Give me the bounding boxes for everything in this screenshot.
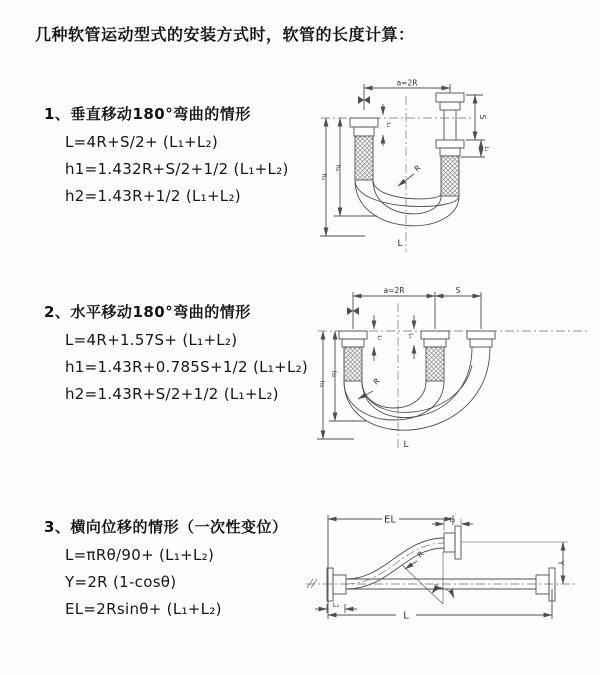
formula-line: h2=1.43R+S/2+1/2 (L₁+L₂)	[65, 385, 279, 403]
dim-label-y: Y	[556, 560, 565, 566]
dim-label-s: S	[455, 286, 461, 295]
formula-line: Y=2R (1-cosθ)	[65, 573, 177, 591]
hose-drawing-1	[320, 84, 485, 252]
length-label: L	[397, 239, 403, 249]
diagram-vertical-180	[313, 76, 503, 258]
length-label: L	[403, 440, 409, 450]
radius-label: R	[371, 376, 382, 387]
formula-line: h1=1.432R+S/2+1/2 (L₁+L₂)	[65, 160, 289, 178]
angle-theta-label: θ	[434, 583, 438, 591]
formula-line: L=4R+S/2+ (L₁+L₂)	[65, 133, 219, 151]
radius-label: R	[412, 163, 423, 174]
dim-label-h1: h₁	[320, 173, 328, 181]
diagram-horizontal-180	[310, 281, 595, 466]
formula-line: h1=1.43R+0.785S+1/2 (L₁+L₂)	[65, 358, 309, 376]
dim-label-l2: L₂	[332, 601, 340, 609]
section-heading: 3、横向位移的情形（一次性变位）	[44, 518, 288, 536]
hose-drawing-2	[317, 292, 588, 451]
dim-label-h2: h₂	[334, 164, 342, 172]
formula-line: L=4R+1.57S+ (L₁+L₂)	[65, 331, 238, 349]
hose-drawing-3	[306, 515, 576, 619]
diagram-lateral-displacement	[298, 497, 598, 632]
dim-label-l1: L₁	[449, 515, 456, 524]
dim-label-l1: L₁	[376, 335, 382, 341]
dim-label-s: S	[478, 114, 487, 120]
dim-label-a2r: a=2R	[383, 286, 405, 295]
page-title: 几种软管运动型式的安装方式时，软管的长度计算：	[35, 25, 415, 44]
formula-line: h2=1.43R+1/2 (L₁+L₂)	[65, 187, 241, 205]
dim-label-a2r: a=2R	[396, 78, 418, 88]
length-label: L	[403, 610, 409, 622]
section-vertical-180	[44, 103, 289, 215]
formula-line: L=πRθ/90+ (L₁+L₂)	[65, 546, 215, 564]
dim-label-l1: L₁	[407, 333, 413, 339]
formula-line: EL=2Rsinθ+ (L₁+L₂)	[65, 600, 222, 618]
dim-label-el: EL	[384, 514, 396, 526]
section-heading: 2、水平移动180°弯曲的情形	[44, 303, 251, 321]
dim-label-l1: L₁	[483, 146, 489, 152]
dim-label-l1: L₁	[385, 122, 391, 128]
radius-label: R	[415, 549, 426, 560]
section-horizontal-180	[44, 301, 308, 413]
dim-label-h1: h₁	[318, 380, 326, 388]
section-lateral-displacement	[44, 516, 287, 628]
section-heading: 1、垂直移动180°弯曲的情形	[44, 105, 251, 123]
dim-label-h2: h₂	[330, 370, 338, 378]
